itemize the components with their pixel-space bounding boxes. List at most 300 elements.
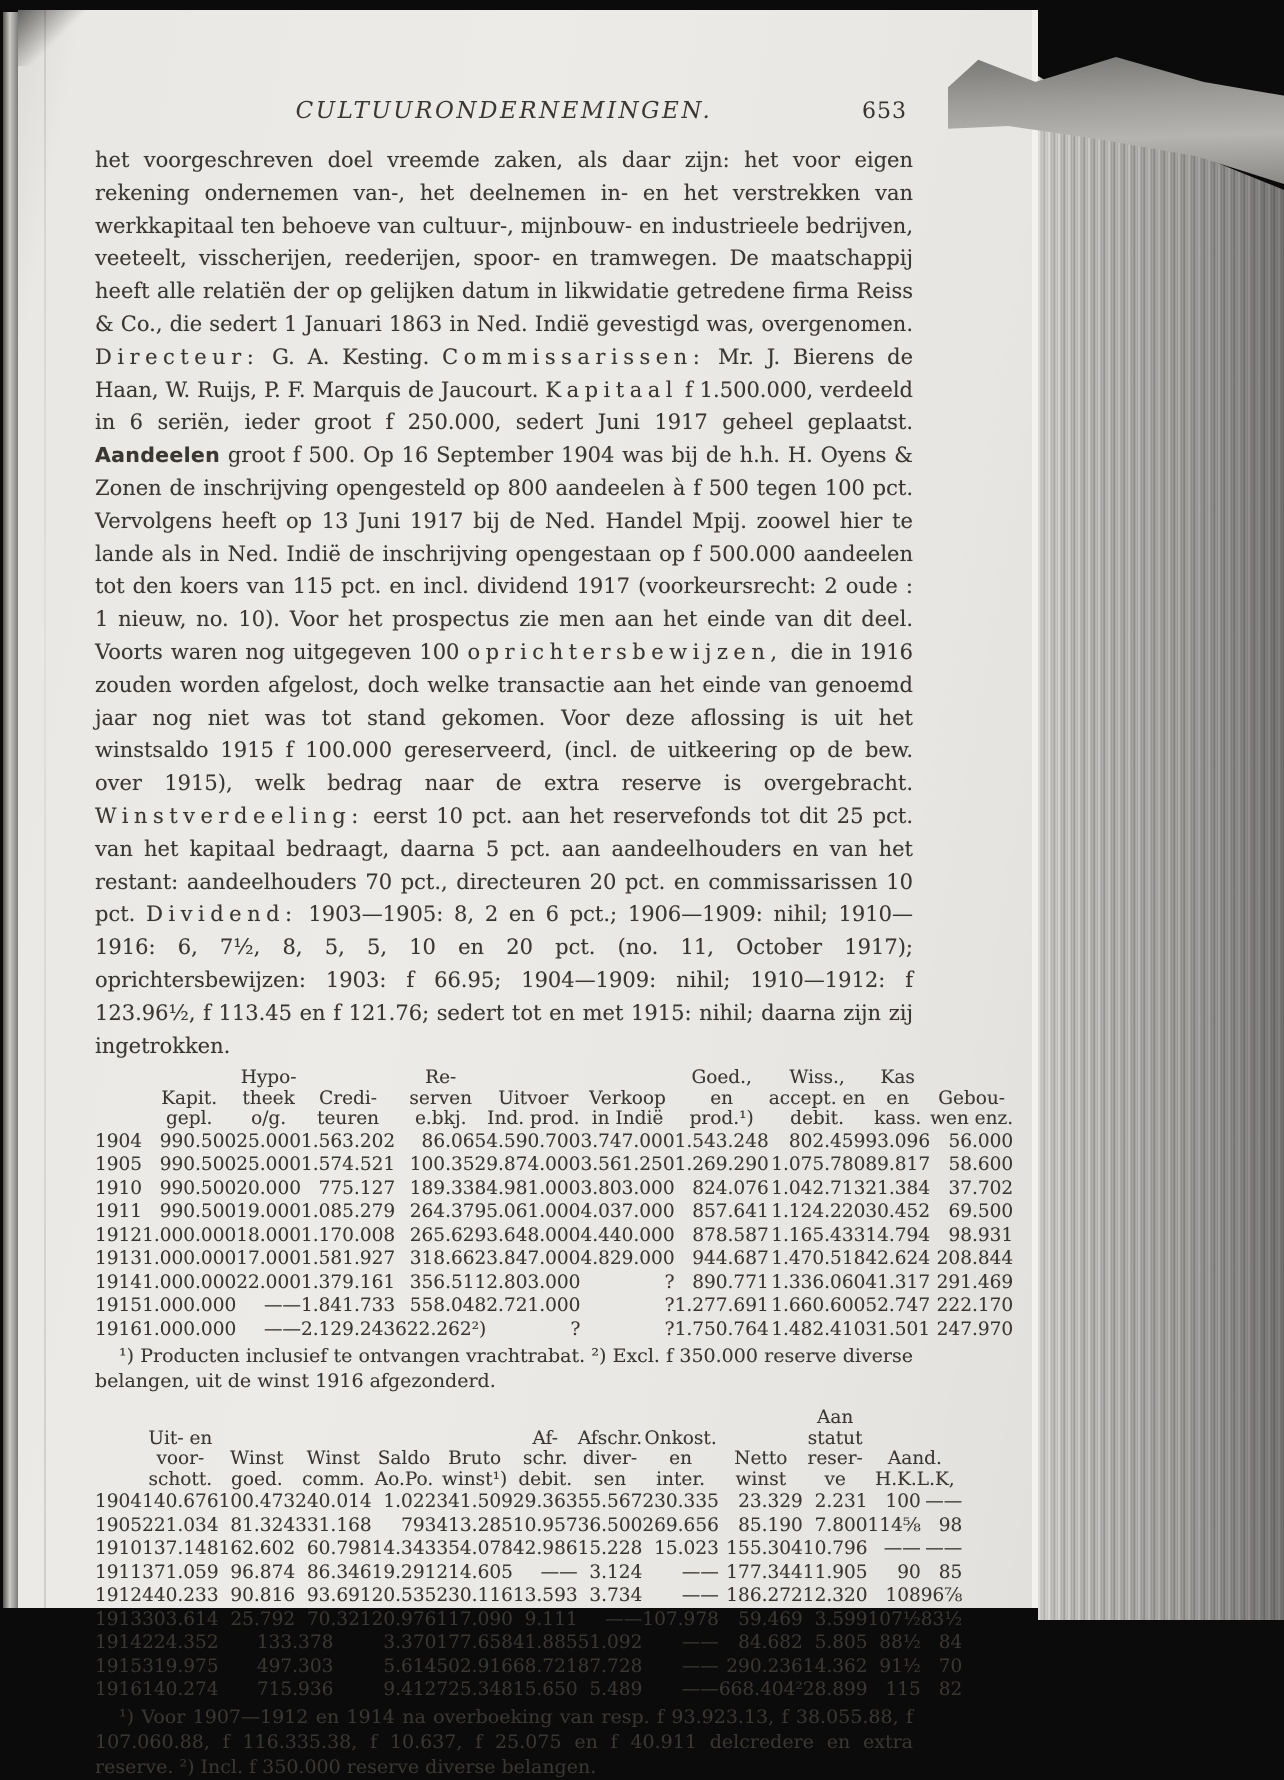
balans-table-footnote: ¹) Producten inclusief te ontvangen vrachtrabat. ²) Excl. f 350.000 reserve diverse belangen, uit de winst 1916 afgezonderd.	[95, 1345, 913, 1393]
table-cell: 3.561.250	[580, 1154, 675, 1176]
table-cell: 69.500	[948, 1201, 1014, 1223]
table-cell: 990.500	[159, 1130, 237, 1152]
table-cell: 1.000.000	[142, 1318, 237, 1340]
table-cell: 1.574.521	[300, 1154, 396, 1176]
table-cell: 793	[401, 1514, 437, 1536]
table-cell: 20.000	[236, 1177, 301, 1199]
table-cell: 1.000.000	[142, 1271, 237, 1293]
table-cell: 25.792	[230, 1608, 296, 1630]
table-cell: 117.090	[436, 1608, 513, 1630]
page-number: 653	[862, 99, 907, 124]
table-cell: 502.916	[436, 1655, 513, 1677]
table-cell: 114⅝	[867, 1514, 921, 1536]
table-cell: 247.970	[936, 1318, 1014, 1340]
table-cell: 725.348	[436, 1679, 513, 1701]
table-cell: 1.277.691	[674, 1295, 769, 1317]
table-row	[95, 1318, 1013, 1342]
table-cell: 290.236	[726, 1655, 803, 1677]
table-header-cell	[921, 1408, 962, 1429]
table-cell: 990.500	[159, 1201, 237, 1223]
table-header-cell: debit.	[790, 1108, 844, 1130]
table-cell: 90	[897, 1561, 921, 1583]
paragraph-segment: het voorgeschreven doel vreemde zaken, als daar zijn: het voor eigen rekening ondernemen van-, het deelnemen in- en het verstrekken van werkkapitaal ten behoeve van cultuur-, mijnbouw- en industrieele bedrijven, veeteelt, visscherijen, reederijen, spoor- en tramwegen. De maatschappij heeft alle relatiën der op gelijken datum in likwidatie getredene firma Reiss & Co., die sedert 1 Januari 1863 in Ned. Indië gevestigd was, overgenomen.	[95, 148, 913, 336]
table-header-cell	[436, 1408, 513, 1429]
table-cell: 1905	[95, 1154, 143, 1176]
table-row	[95, 1561, 962, 1585]
table-cell: 3.648.000	[486, 1224, 581, 1246]
table-cell: 1.841.733	[300, 1295, 396, 1317]
paragraph-segment: Commissarissen:	[442, 344, 706, 369]
table-cell: 15.650	[512, 1679, 578, 1701]
table-header-cell: Credi-	[319, 1087, 378, 1109]
table-cell: 1.581.927	[300, 1248, 396, 1270]
table-cell: ——	[681, 1585, 719, 1607]
table-header-cell	[578, 1408, 643, 1429]
table-cell: 1.482.410	[771, 1318, 866, 1340]
table-cell: 1910	[95, 1538, 143, 1560]
table-cell: ?	[664, 1295, 675, 1317]
page-stack-edges	[1038, 50, 1284, 1620]
table-cell: 56.000	[948, 1130, 1014, 1152]
table-cell: 1.085.279	[300, 1201, 396, 1223]
table-row	[95, 1655, 962, 1679]
table-cell: 1.543.248	[674, 1130, 769, 1152]
table-row	[95, 1130, 1013, 1154]
table-header-cell	[372, 1429, 437, 1450]
table-header-row	[95, 1429, 962, 1450]
table-header-cell	[921, 1429, 962, 1450]
table-cell: 19.291	[371, 1561, 437, 1583]
table-cell: 2.803.000	[486, 1271, 581, 1293]
table-header-cell	[719, 1408, 803, 1429]
table-header-cell	[95, 1109, 142, 1130]
table-cell: 1.075.780	[771, 1154, 866, 1176]
table-header-cell: Uitvoer	[498, 1087, 569, 1109]
table-header-row	[95, 1089, 1013, 1110]
table-header-cell	[95, 1089, 142, 1110]
table-cell: 622.262²)	[395, 1318, 487, 1340]
table-cell: 1912	[95, 1224, 143, 1246]
table-header-cell	[219, 1408, 296, 1429]
table-cell: 208.844	[936, 1248, 1014, 1270]
table-header-cell: Goed.,	[691, 1067, 752, 1089]
table-cell: 1.470.518	[771, 1248, 866, 1270]
table-row	[95, 1631, 962, 1655]
table-cell: 37.702	[948, 1177, 1014, 1199]
table-cell: 497.303	[256, 1655, 334, 1677]
table-header-cell: Hypo-	[240, 1067, 297, 1089]
table-header-cell: Kas	[880, 1067, 915, 1089]
paragraph-segment: groot f 500. Op 16 September 1904 was bij de h.h. H. Oyens & Zonen de inschrijving opengesteld op 800 aandeelen à f 500 tegen 100 pct. Vervolgens heeft op 13 Juni 1917 bij de Ned. Handel Mpij. zoowel hier te lande als in Ned. Indië de inschrijving opengestaan op f 500.000 aandeelen tot den koers van 115 pct. en incl. dividend 1917 (voorkeursrecht: 2 oude : 1 nieuw, no. 10). Voor het prospectus zie men aan het einde van dit deel. Voorts waren nog uitgegeven 100	[95, 443, 913, 664]
table-cell: 42.624	[865, 1248, 931, 1270]
table-header-cell: en	[710, 1087, 734, 1109]
table-cell: 4.590.700	[486, 1130, 581, 1152]
table-header-cell: e.bkj.	[414, 1108, 467, 1130]
table-cell: ——	[681, 1561, 719, 1583]
table-header-cell: Af-	[532, 1427, 558, 1449]
table-cell: 10.796	[802, 1538, 868, 1560]
table-cell: 93.691	[306, 1585, 372, 1607]
table-cell: 1.563.202	[300, 1130, 396, 1152]
table-header-row	[95, 1408, 962, 1429]
table-cell: 1.022	[383, 1491, 437, 1513]
table-cell: 3.803.000	[580, 1177, 675, 1199]
table-cell: 20.535	[371, 1585, 437, 1607]
table-cell: 96⅞	[920, 1585, 963, 1607]
table-header-cell: goed.	[231, 1468, 283, 1490]
table-cell: 9.874.000	[486, 1154, 581, 1176]
table-cell: 890.771	[692, 1271, 769, 1293]
table-cell: ——	[681, 1655, 719, 1677]
table-cell: 84.682	[738, 1632, 803, 1654]
table-cell: 21.384	[865, 1177, 931, 1199]
table-header-row	[95, 1068, 1013, 1089]
table-cell: 303.614	[142, 1608, 219, 1630]
table-cell: 96.874	[230, 1561, 296, 1583]
table-header-cell: theek	[242, 1087, 295, 1109]
table-cell: 1.042.713	[771, 1177, 866, 1199]
table-cell: 1905	[95, 1514, 143, 1536]
table-cell: 3.847.000	[486, 1248, 581, 1270]
table-cell: 14.362	[802, 1655, 868, 1677]
winst-table-footnote: ¹) Voor 1907—1912 en 1914 na overboeking van resp. f 93.923.13, f 38.055.88, f 107.060.88, f 116.335.38, f 10.637, f 25.075 en f 40.911 delcredere en extra reserve. ²) Incl. f 350.000 reserve diverse belangen.	[95, 1705, 913, 1778]
table-cell: 1.336.060	[771, 1271, 866, 1293]
table-cell: 1910	[95, 1177, 143, 1199]
table-cell: 85.190	[738, 1514, 803, 1536]
table-cell: 668.404²	[718, 1679, 803, 1701]
table-cell: 1916	[95, 1318, 143, 1340]
table-cell: ——	[925, 1538, 963, 1560]
table-cell: 3.370	[383, 1632, 437, 1654]
table-cell: 107½	[867, 1608, 921, 1630]
page-fold-line	[44, 10, 46, 1608]
table-cell: 11.905	[802, 1561, 868, 1583]
table-header-cell: voor-	[156, 1448, 205, 1470]
table-cell: 15.228	[577, 1538, 643, 1560]
table-cell: 25.000	[236, 1130, 301, 1152]
table-cell: 13.593	[512, 1585, 578, 1607]
table-cell: 341.509	[436, 1491, 513, 1513]
table-header-cell	[219, 1429, 296, 1450]
table-row	[95, 1537, 962, 1561]
page-right-highlight	[1032, 10, 1038, 1608]
table-cell: 84	[938, 1632, 963, 1654]
table-cell: 944.687	[692, 1248, 769, 1270]
table-header-cell: gepl.	[165, 1108, 213, 1130]
table-header-cell	[295, 1429, 372, 1450]
table-cell: 23.329	[738, 1491, 803, 1513]
table-header-row	[95, 1470, 962, 1491]
table-cell: 222.170	[936, 1295, 1014, 1317]
table-header-cell: Verkoop	[589, 1087, 666, 1109]
table-cell: 1.379.161	[300, 1271, 396, 1293]
table-row	[95, 1200, 1013, 1224]
table-cell: 18.000	[236, 1224, 301, 1246]
table-cell: 133.378	[256, 1632, 334, 1654]
table-header-cell: reser-	[807, 1448, 863, 1470]
table-row	[95, 1153, 1013, 1177]
table-cell: 86.065	[421, 1130, 487, 1152]
corner-shadow	[18, 10, 88, 66]
table-cell: 1.660.600	[771, 1295, 866, 1317]
paragraph-segment: Directeur:	[95, 344, 260, 369]
table-header-cell: Ind. prod.	[487, 1108, 580, 1130]
table-header-cell: kass.	[874, 1108, 922, 1130]
left-page-edge	[3, 12, 18, 1608]
table-header-cell: Saldo	[377, 1448, 431, 1470]
table-cell: 29.363	[512, 1491, 578, 1513]
table-cell: 1.750.764	[674, 1318, 769, 1340]
table-header-cell	[142, 1068, 236, 1089]
table-header-cell: Wiss.,	[789, 1067, 845, 1089]
table-header-cell: serven	[409, 1087, 473, 1109]
table-header-cell	[642, 1408, 719, 1429]
table-cell: 70.321	[306, 1608, 372, 1630]
table-cell: 177.344	[726, 1561, 803, 1583]
table-cell: 100.473	[218, 1491, 296, 1513]
table-cell: 291.469	[936, 1271, 1014, 1293]
page-content	[95, 10, 1014, 1780]
table-cell: 990.500	[159, 1154, 237, 1176]
table-header-cell	[868, 1429, 921, 1450]
table-cell: 140.274	[142, 1679, 219, 1701]
table-header-cell	[301, 1068, 395, 1089]
table-cell: 5.489	[589, 1679, 643, 1701]
table-cell: 155.304	[726, 1538, 803, 1560]
table-header-cell: Afschr.	[577, 1427, 643, 1449]
table-cell: 189.338	[409, 1177, 487, 1199]
table-cell: 1904	[95, 1130, 143, 1152]
table-cell: 22.000	[236, 1271, 301, 1293]
table-row	[95, 1490, 962, 1514]
table-cell: 51.092	[577, 1632, 643, 1654]
table-header-cell: en	[669, 1448, 693, 1470]
table-cell: 162.602	[218, 1538, 296, 1560]
table-cell: 318.662	[409, 1248, 487, 1270]
table-header-cell: diver-	[582, 1448, 638, 1470]
table-cell: 89.817	[865, 1154, 931, 1176]
table-cell: 58.600	[948, 1154, 1014, 1176]
table-row	[95, 1294, 1013, 1318]
table-cell: 1913	[95, 1248, 143, 1270]
table-cell: 14.794	[865, 1224, 931, 1246]
table-cell: 5.614	[383, 1655, 437, 1677]
page-header	[95, 98, 913, 130]
paragraph-segment: Mr. J. Bierens de Haan, W. Ruijs, P. F. Marquis de Jaucourt.	[95, 344, 913, 402]
table-cell: ——	[883, 1538, 921, 1560]
table-cell: 20.976	[371, 1608, 437, 1630]
table-header-cell: Gebou-	[938, 1087, 1006, 1109]
table-cell: 1914	[95, 1632, 143, 1654]
paragraph-segment: f 1.500.000, verdeeld in 6 seriën, ieder groot f 250.000, sedert Juni 1917 geheel geplaatst.	[95, 377, 913, 435]
table-cell: 60.798	[306, 1538, 372, 1560]
table-cell: ——	[681, 1632, 719, 1654]
table-cell: 269.656	[642, 1514, 719, 1536]
paragraph-segment: Kapitaal	[545, 377, 678, 402]
table-header-cell: en	[886, 1087, 910, 1109]
table-cell: 87.728	[577, 1655, 643, 1677]
table-header-cell	[95, 1449, 142, 1470]
table-cell: 88½	[879, 1632, 921, 1654]
table-cell: ——	[540, 1561, 578, 1583]
running-title: CULTUURONDERNEMINGEN.	[295, 98, 713, 124]
table-header-cell: Aan	[817, 1407, 854, 1429]
table-header-cell	[513, 1408, 578, 1429]
table-header-cell: Re-	[425, 1067, 457, 1089]
table-header-cell	[868, 1408, 921, 1429]
table-cell: 1904	[95, 1491, 143, 1513]
table-cell: 14.343	[371, 1538, 437, 1560]
paragraph-segment: die in 1916 zouden worden afgelost, doch welke transactie aan het einde van genoemd jaar nog niet was tot stand gekomen. Voor deze aflossing is uit het winstsaldo 1915 f 100.000 gereserveerd, (incl. de uitkeering op de bew. over 1915), welk bedrag naar de extra reserve is overgebracht.	[95, 639, 913, 796]
table-cell: 2.231	[814, 1491, 868, 1513]
table-cell: 12.320	[802, 1585, 868, 1607]
table-cell: 1916	[95, 1679, 143, 1701]
table-header-cell: statut	[807, 1427, 863, 1449]
table-header-cell	[295, 1408, 372, 1429]
table-header-cell: H.K.L.K,	[875, 1468, 955, 1490]
table-cell: 3.747.000	[580, 1130, 675, 1152]
table-cell: 91½	[879, 1655, 921, 1677]
table-cell: 331.168	[295, 1514, 372, 1536]
body-paragraph	[95, 144, 913, 1062]
table-cell: 264.379	[409, 1201, 487, 1223]
table-header-cell: Winst	[230, 1448, 284, 1470]
table-header-cell: in Indië	[591, 1108, 664, 1130]
table-cell: ?	[664, 1271, 675, 1293]
table-cell: 98	[938, 1514, 963, 1536]
table-cell: 108	[885, 1585, 921, 1607]
paragraph-segment: Winstverdeeling:	[95, 803, 364, 828]
table-cell: 440.233	[142, 1585, 219, 1607]
table-cell: 319.975	[142, 1655, 219, 1677]
table-cell: 230.116	[436, 1585, 513, 1607]
table-cell: 10.957	[512, 1514, 578, 1536]
table-cell: 775.127	[318, 1177, 396, 1199]
table-cell: 214.605	[436, 1561, 513, 1583]
table-cell: 100	[885, 1491, 921, 1513]
table-header-cell	[719, 1429, 803, 1450]
table-cell: 28.899	[802, 1679, 868, 1701]
table-cell: 1915	[95, 1655, 143, 1677]
table-header-cell: Winst	[306, 1448, 361, 1470]
table-cell: 9.412	[383, 1679, 437, 1701]
table-header-cell: prod.¹)	[689, 1108, 754, 1130]
table-header-cell: comm.	[302, 1468, 365, 1490]
table-cell: 36.500	[577, 1514, 643, 1536]
table-cell: 1.000.000	[142, 1224, 237, 1246]
table-row	[95, 1247, 1013, 1271]
table-cell: 878.587	[692, 1224, 769, 1246]
table-header-cell: Kapit.	[161, 1087, 218, 1109]
table-cell: 824.076	[692, 1177, 769, 1199]
table-header-cell: Netto	[734, 1448, 788, 1470]
table-cell: 857.641	[692, 1201, 769, 1223]
table-cell: 265.629	[409, 1224, 487, 1246]
table-cell: 3.124	[589, 1561, 643, 1583]
table-cell: 42.986	[512, 1538, 578, 1560]
paragraph-segment: Aandeelen	[95, 443, 220, 468]
table-cell: 1.000.000	[142, 1295, 237, 1317]
table-header-cell: teuren	[317, 1108, 380, 1130]
table-cell: 2.721.000	[486, 1295, 581, 1317]
table-cell: 4.829.000	[580, 1248, 675, 1270]
table-cell: 1.170.008	[300, 1224, 396, 1246]
table-header-cell	[95, 1408, 142, 1429]
table-cell: 1913	[95, 1608, 143, 1630]
table-cell: 1.165.433	[771, 1224, 866, 1246]
table-cell: 137.148	[142, 1538, 219, 1560]
table-cell: 4.981.000	[486, 1177, 581, 1199]
table-cell: 3.734	[589, 1585, 643, 1607]
table-header-cell: Onkost.	[644, 1427, 717, 1449]
table-cell: 9.111	[524, 1608, 578, 1630]
table-cell: 1912	[95, 1585, 143, 1607]
table-header-cell	[436, 1429, 513, 1450]
paragraph-segment: oprichtersbewijzen,	[467, 639, 783, 664]
table-header-row	[95, 1449, 962, 1470]
table-cell: 17.000	[236, 1248, 301, 1270]
table-cell: 55.567	[577, 1491, 643, 1513]
table-cell: 59.469	[738, 1608, 803, 1630]
table-header-cell	[95, 1470, 142, 1491]
table-header-cell: ve	[824, 1468, 846, 1490]
table-cell: 7.800	[814, 1514, 868, 1536]
table-cell: 41.885	[512, 1632, 578, 1654]
table-cell: 354.078	[436, 1538, 513, 1560]
paragraph-segment: Dividend:	[146, 902, 298, 927]
table-cell: 140.676	[142, 1491, 219, 1513]
table-header-cell: inter.	[656, 1468, 706, 1490]
table-cell: 15.023	[654, 1538, 719, 1560]
table-row	[95, 1271, 1013, 1295]
table-cell: 356.511	[409, 1271, 487, 1293]
table-cell: 68.721	[512, 1655, 578, 1677]
table-cell: ?	[570, 1318, 581, 1340]
table-header-cell	[95, 1068, 142, 1089]
table-cell: 413.285	[436, 1514, 513, 1536]
table-cell: ——	[263, 1295, 301, 1317]
table-cell: 558.048	[409, 1295, 487, 1317]
table-cell: 4.440.000	[580, 1224, 675, 1246]
table-cell: 93.096	[865, 1130, 931, 1152]
paragraph-segment: G. A. Kesting.	[259, 344, 443, 369]
table-row	[95, 1514, 962, 1538]
table-cell: 83½	[920, 1608, 963, 1630]
table-cell: 1911	[95, 1201, 143, 1223]
table-cell: 115	[885, 1679, 921, 1701]
table-header-cell	[930, 1068, 1013, 1089]
table-cell: 240.014	[295, 1491, 372, 1513]
table-cell: ——	[605, 1608, 643, 1630]
table-cell: 186.272	[726, 1585, 803, 1607]
table-header-cell: Bruto	[448, 1448, 502, 1470]
table-cell: 2.129.243	[300, 1318, 396, 1340]
table-cell: 1911	[95, 1561, 143, 1583]
table-cell: ——	[925, 1491, 963, 1513]
table-cell: 1915	[95, 1295, 143, 1317]
table-header-cell	[142, 1408, 219, 1429]
table-header-cell: o/g.	[251, 1108, 287, 1130]
table-cell: 19.000	[236, 1201, 301, 1223]
table-cell: 100.352	[409, 1154, 487, 1176]
table-row	[95, 1177, 1013, 1201]
table-cell: 4.037.000	[580, 1201, 675, 1223]
table-cell: 90.816	[230, 1585, 296, 1607]
table-cell: 98.931	[948, 1224, 1014, 1246]
table-header-cell: winst	[735, 1468, 787, 1490]
table-header-cell: Aand.	[887, 1448, 942, 1470]
table-cell: ——	[681, 1679, 719, 1701]
